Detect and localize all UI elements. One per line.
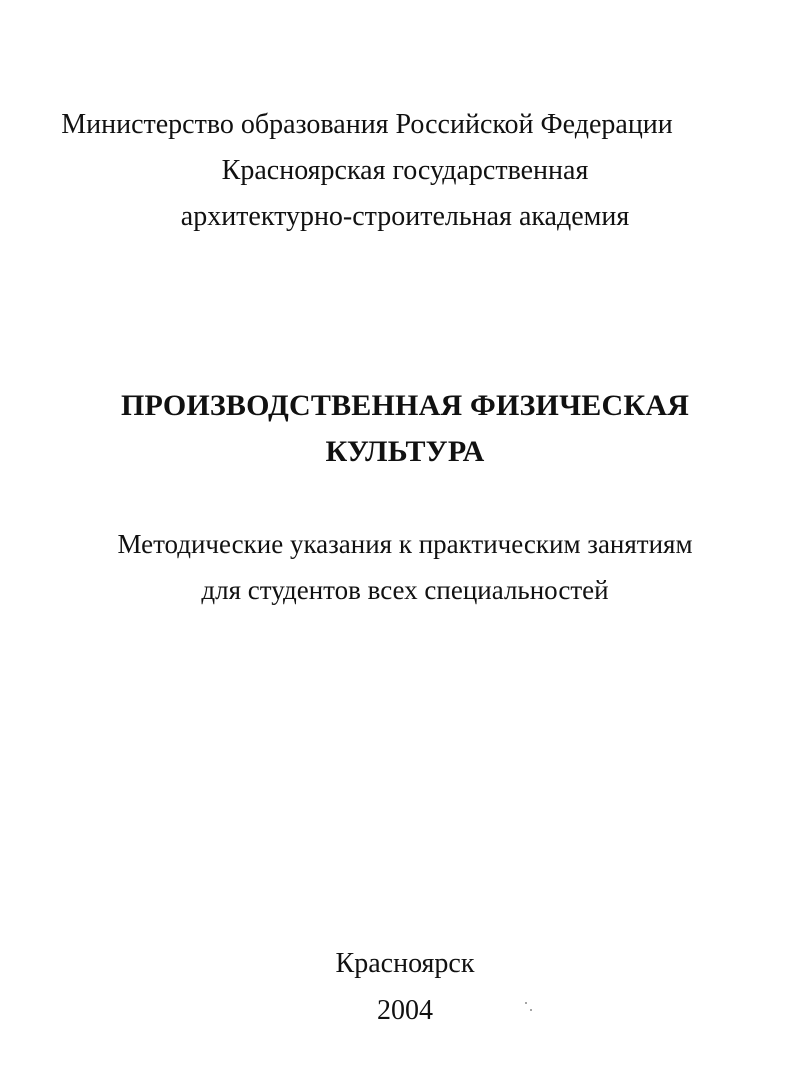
document-subtitle-line-1: Методические указания к практическим занятиям [117, 529, 693, 559]
scan-speck [530, 1009, 532, 1011]
document-subtitle-line-2: для студентов всех специальностей [201, 575, 609, 605]
ministry-name: Министерство образования Российской Федерации [61, 109, 673, 140]
institution-name-line-1: Красноярская государственная [221, 155, 589, 186]
document-title-line-2: КУЛЬТУРА [325, 435, 485, 468]
institution-name-line-2: архитектурно-строительная академия [180, 201, 630, 232]
document-title-line-1: ПРОИЗВОДСТВЕННАЯ ФИЗИЧЕСКАЯ [120, 389, 690, 422]
publication-year: 2004 [377, 995, 433, 1026]
publication-city: Красноярск [335, 948, 475, 979]
scan-speck [525, 1002, 527, 1004]
